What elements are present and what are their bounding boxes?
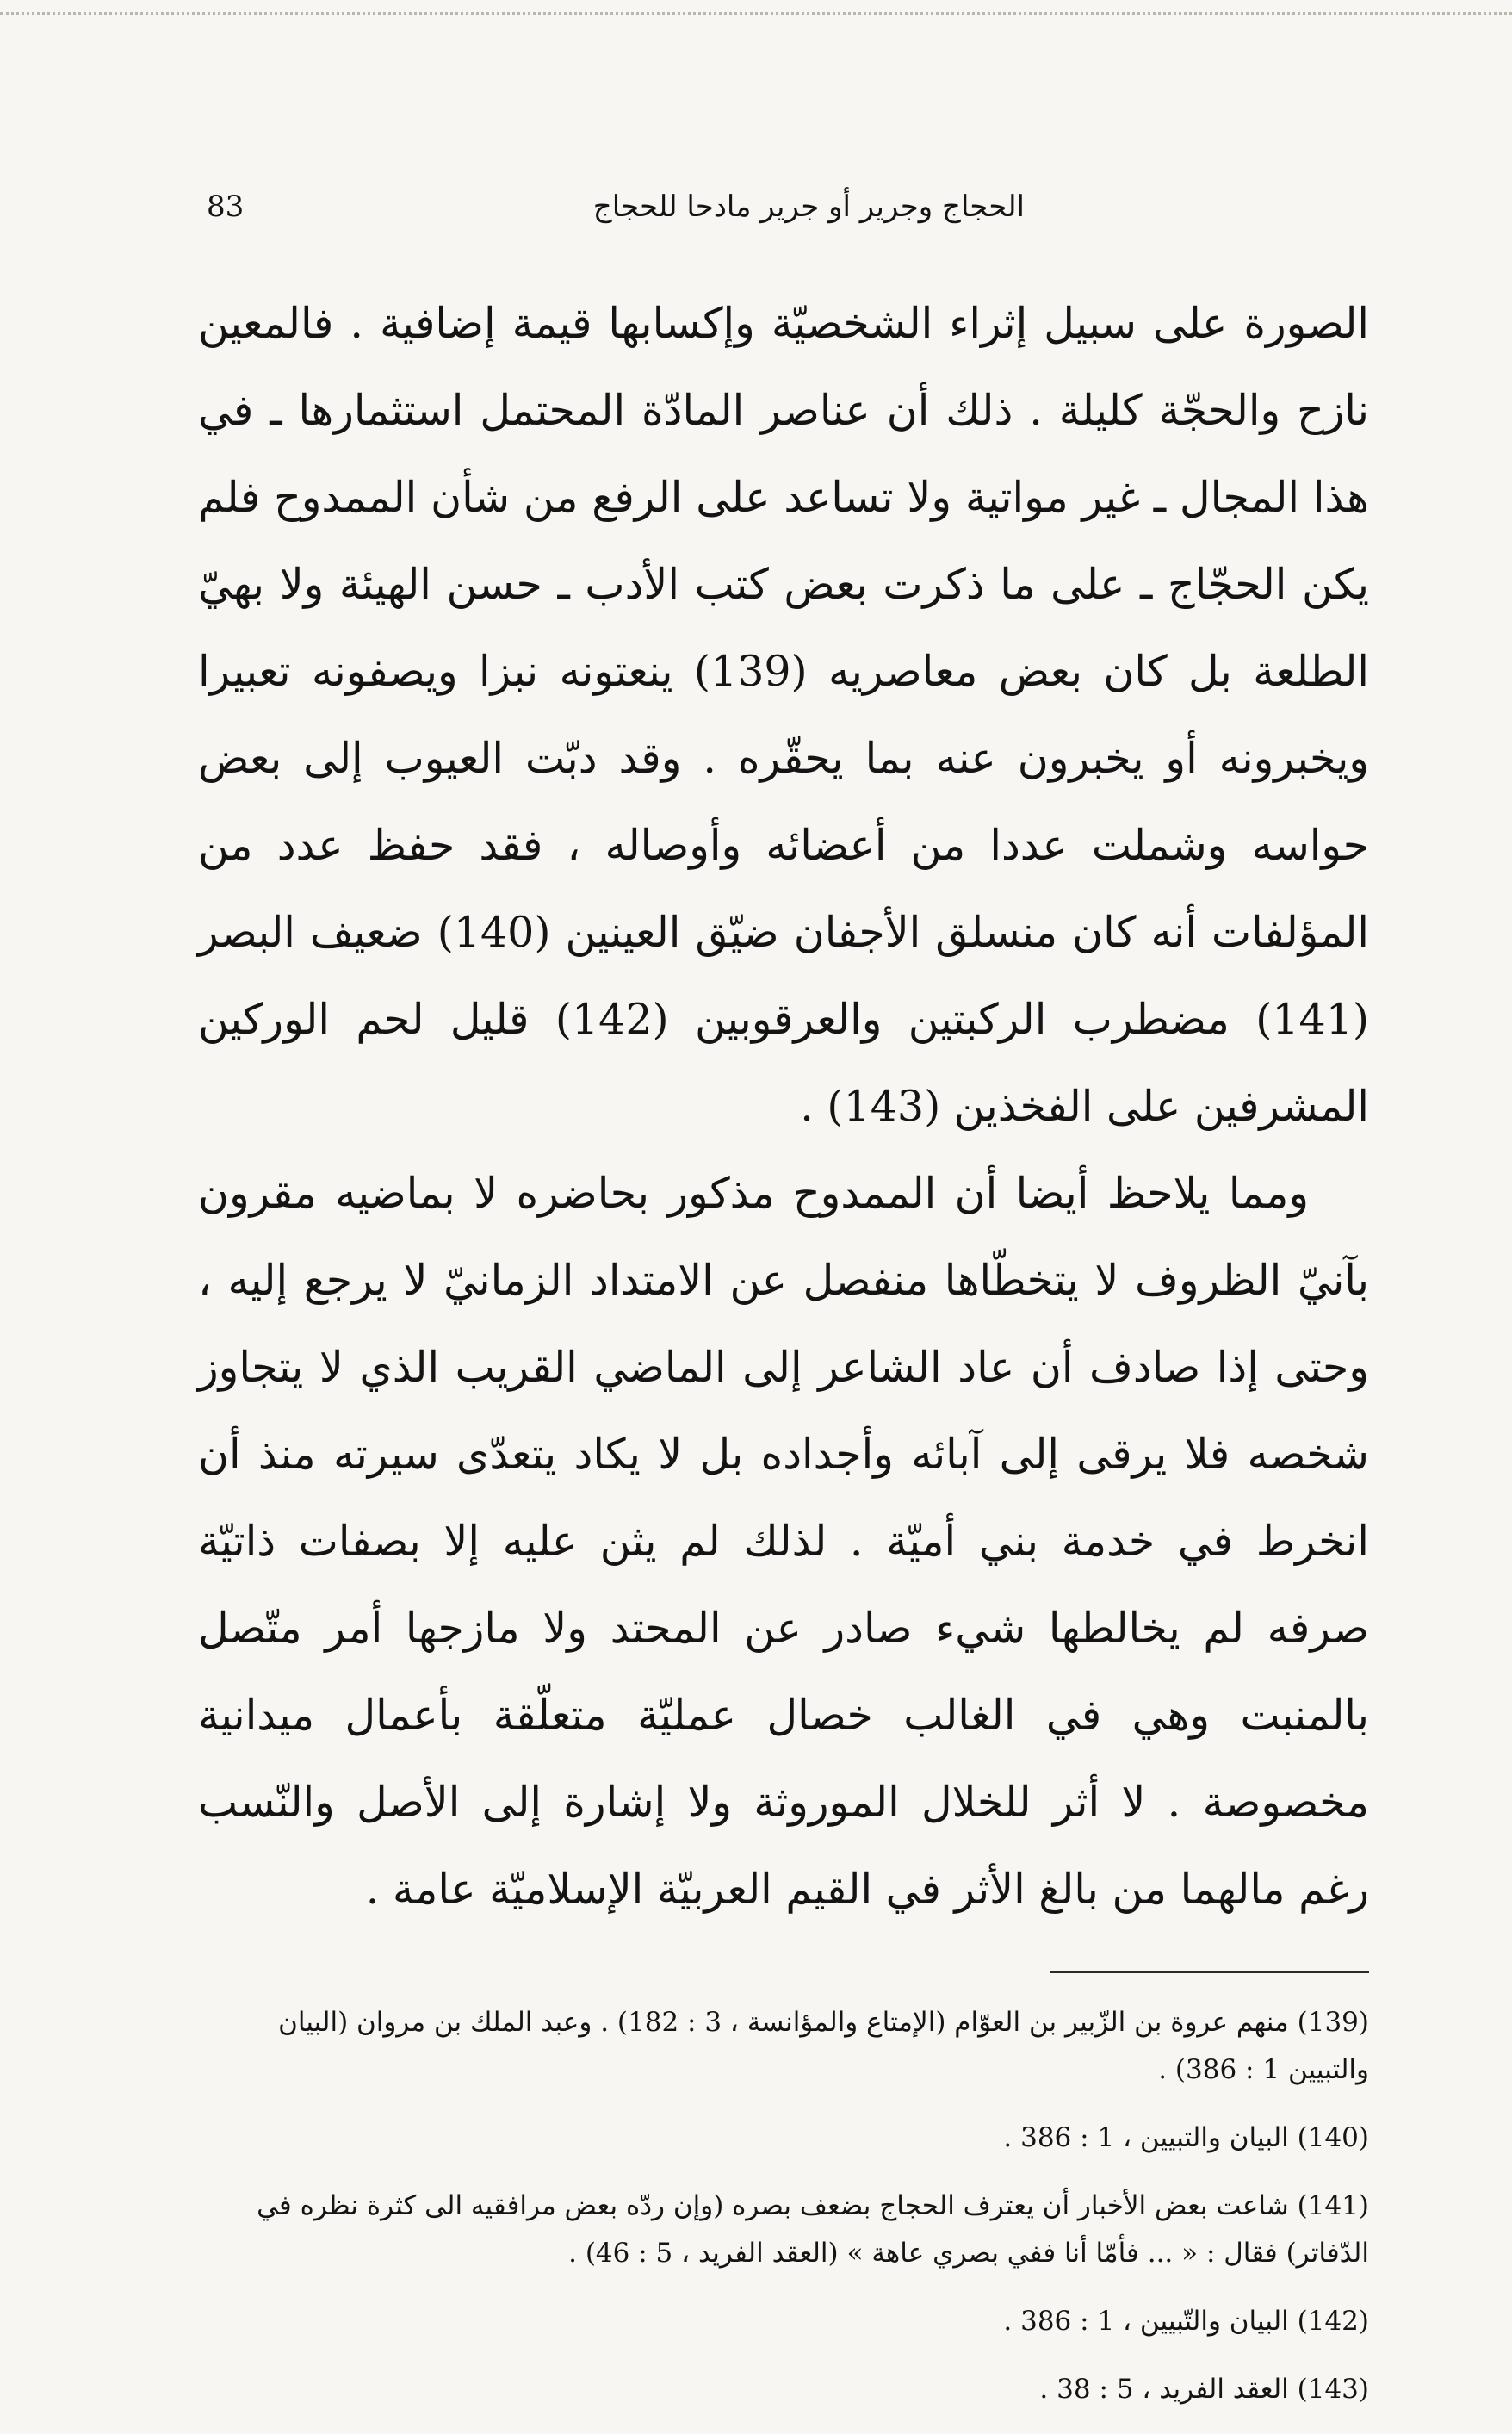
footnote-separator [1050, 1971, 1369, 1973]
footnote-140: (140) البيان والتبيين ، 1 : 386 . [1003, 2122, 1369, 2153]
running-title: الحجاج وجرير أو جرير مادحا للحجاج [592, 189, 1025, 224]
main-text [198, 280, 1369, 1933]
page-number: 83 [207, 189, 245, 224]
footnote-143: (143) العقد الفريد ، 5 : 38 . [1039, 2374, 1369, 2405]
paragraph-1: الصورة على سبيل إثراء الشخصيّة وإكسابها قيمة إضافية . فالمعين نازح والحجّة كليلة . ذلك أن عناصر المادّة المحتمل استثمارها ـ في هذا المجال ـ غير مواتية ولا تساعد على الرفع من شأن الممدوح فلم يكن الحجّاج ـ على ما ذكرت بعض كتب الأدب ـ حسن الهيئة ولا بهيّ الطلعة بل كان بعض معاصريه (139) ينعتونه نبزا ويصفونه تعبيرا ويخبرونه أو يخبرون عنه بما يحقّره . وقد دبّت العيوب إلى بعض حواسه وشملت عددا من أعضائه وأوصاله ، فقد حفظ عدد من المؤلفات أنه كان منسلق الأجفان ضيّق العينين (140) ضعيف البصر (141) مضطرب الركبتين والعرقوبين (142) قليل لحم الوركين المشرفين على الفخذين (143) . [198, 299, 1369, 1131]
page-header [198, 177, 1369, 237]
footnote-141: (141) شاعت بعض الأخبار أن يعترف الحجاج بضعف بصره (وإن ردّه بعض مرافقيه الى كثرة نظره في الدّفاتر) فقال : « ... فأمّا أنا ففي بصري عاهة » (العقد الفريد ، 5 : 46) . [257, 2190, 1369, 2269]
paragraph-2: ومما يلاحظ أيضا أن الممدوح مذكور بحاضره لا بماضيه مقرون بآنيّ الظروف لا يتخطّاها منفصل عن الامتداد الزمانيّ لا يرجع إليه ، وحتى إذا صادف أن عاد الشاعر إلى الماضي القريب الذي لا يتجاوز شخصه فلا يرقى إلى آبائه وأجداده بل لا يكاد يتعدّى سيرته منذ أن انخرط في خدمة بني أميّة . لذلك لم يثن عليه إلا بصفات ذاتيّة صرفه لم يخالطها شيء صادر عن المحتد ولا مازجها أمر متّصل بالمنبت وهي في الغالب خصال عمليّة متعلّقة بأعمال ميدانية مخصوصة . لا أثر للخلال الموروثة ولا إشارة إلى الأصل والنّسب رغم مالهما من بالغ الأثر في القيم العربيّة الإسلاميّة عامة . [198, 1169, 1369, 1914]
footnotes [198, 1999, 1369, 2413]
footnote-139: (139) منهم عروة بن الزّبير بن العوّام (الإمتاع والمؤانسة ، 3 : 182) . وعبد الملك بن مروان (البيان والتبيين 1 : 386) . [278, 2007, 1369, 2085]
book-page [198, 177, 1369, 2434]
top-page-edge [0, 0, 1512, 15]
footnote-142: (142) البيان والتّبيين ، 1 : 386 . [1003, 2306, 1369, 2337]
